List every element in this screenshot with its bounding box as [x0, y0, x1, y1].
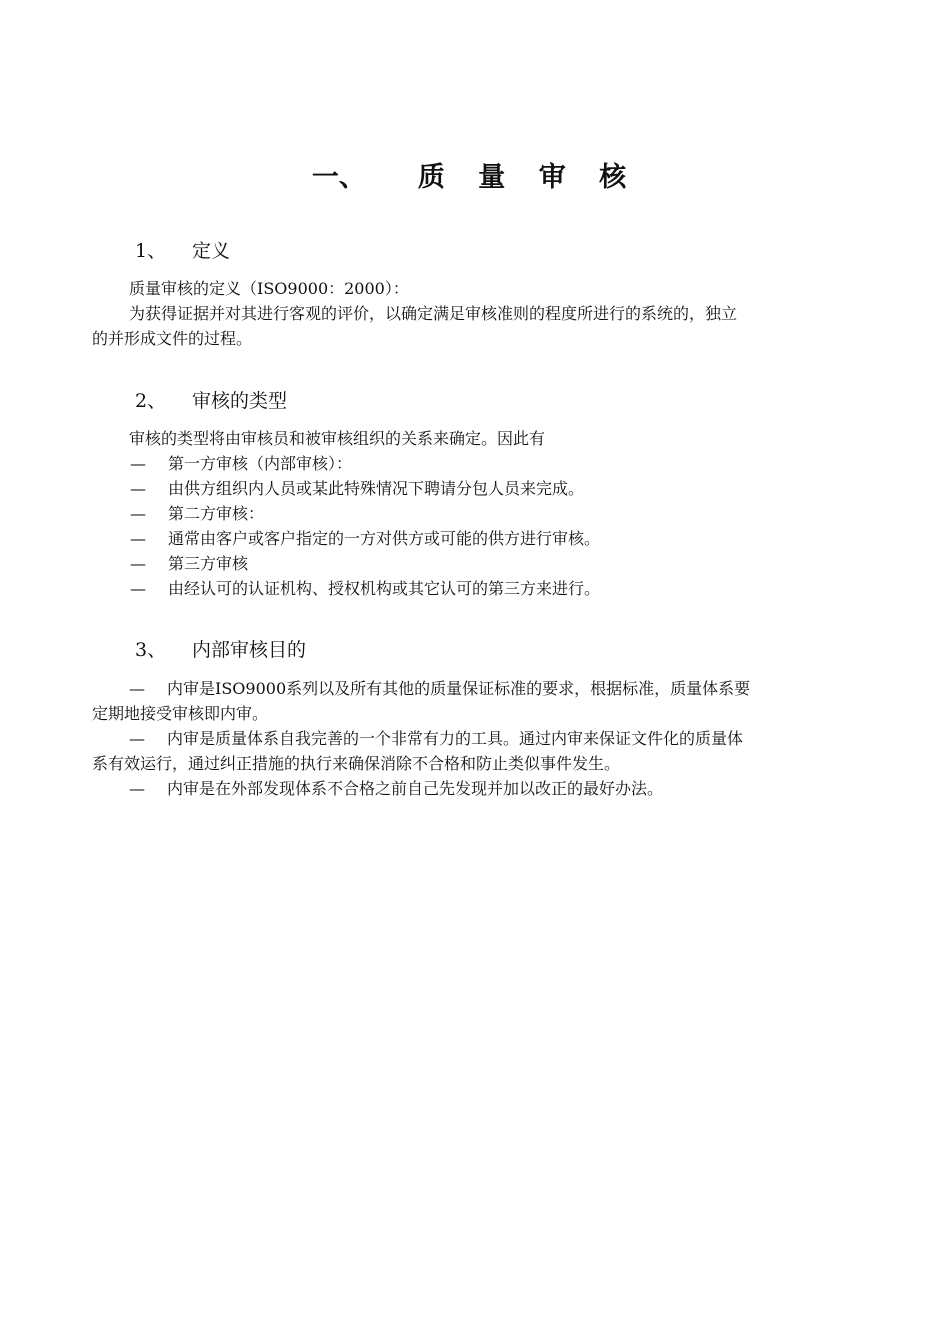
dash-marker: —	[129, 779, 145, 798]
list-item	[130, 501, 264, 526]
section-3-number: 3、	[135, 639, 167, 661]
audit-types-intro: 审核的类型将由审核员和被审核组织的关系来确定。因此有	[129, 429, 546, 448]
section-1-body	[92, 276, 862, 351]
section-1-title: 定义	[192, 240, 231, 262]
list-item-text: 第三方审核	[168, 554, 249, 573]
list-item	[130, 476, 584, 501]
list-item	[130, 551, 248, 576]
objective-1-text: 内审是ISO9000系列以及所有其他的质量保证标准的要求，根据标准，质量体系要	[167, 679, 751, 698]
dash-marker: —	[129, 679, 145, 698]
list-item-text: 由经认可的认证机构、授权机构或其它认可的第三方来进行。	[168, 579, 601, 598]
list-item-text: 第二方审核：	[168, 504, 265, 523]
section-2-number: 2、	[135, 390, 167, 412]
section-2-title: 审核的类型	[192, 390, 288, 412]
objective-2-line-1	[92, 726, 862, 751]
dash-marker: —	[130, 504, 146, 523]
section-2-intro	[92, 426, 862, 451]
objective-2-line-2: 系有效运行，通过纠正措施的执行来确保消除不合格和防止类似事件发生。	[92, 754, 621, 773]
section-1-number: 1、	[135, 240, 167, 262]
objective-3-text: 内审是在外部发现体系不合格之前自己先发现并加以改正的最好办法。	[167, 779, 664, 798]
definition-label: 质量审核的定义（ISO9000：2000）：	[129, 279, 409, 298]
dash-marker: —	[130, 529, 146, 548]
chapter-number: 一、	[311, 162, 366, 193]
definition-text-line-2: 的并形成文件的过程。	[92, 329, 253, 348]
section-2-heading	[135, 388, 287, 414]
definition-text-line-1: 为获得证据并对其进行客观的评价，以确定满足审核准则的程度所进行的系统的，独立	[129, 304, 738, 323]
dash-marker: —	[129, 729, 145, 748]
objective-paragraph-3	[92, 776, 862, 801]
objective-1-line-2: 定期地接受审核即内审。	[92, 704, 269, 723]
chapter-title-text: 质 量 审 核	[417, 162, 639, 193]
list-item-text: 由供方组织内人员或某此特殊情况下聘请分包人员来完成。	[168, 479, 585, 498]
objective-3-line-1	[92, 776, 862, 801]
list-item-text: 第一方审核（内部审核）：	[168, 454, 353, 473]
section-3-heading	[135, 637, 306, 663]
list-item	[130, 526, 600, 551]
objective-paragraph-1	[92, 676, 862, 726]
list-item	[130, 451, 352, 476]
section-1-heading	[135, 238, 230, 264]
dash-marker: —	[130, 454, 146, 473]
dash-marker: —	[130, 579, 146, 598]
dash-marker: —	[130, 554, 146, 573]
dash-marker: —	[130, 479, 146, 498]
chapter-title	[0, 158, 950, 198]
objective-2-text: 内审是质量体系自我完善的一个非常有力的工具。通过内审来保证文件化的质量体	[167, 729, 744, 748]
section-3-title: 内部审核目的	[192, 639, 307, 661]
objective-1-line-1	[92, 676, 862, 701]
objective-paragraph-2	[92, 726, 862, 776]
list-item	[130, 576, 600, 601]
list-item-text: 通常由客户或客户指定的一方对供方或可能的供方进行审核。	[168, 529, 601, 548]
